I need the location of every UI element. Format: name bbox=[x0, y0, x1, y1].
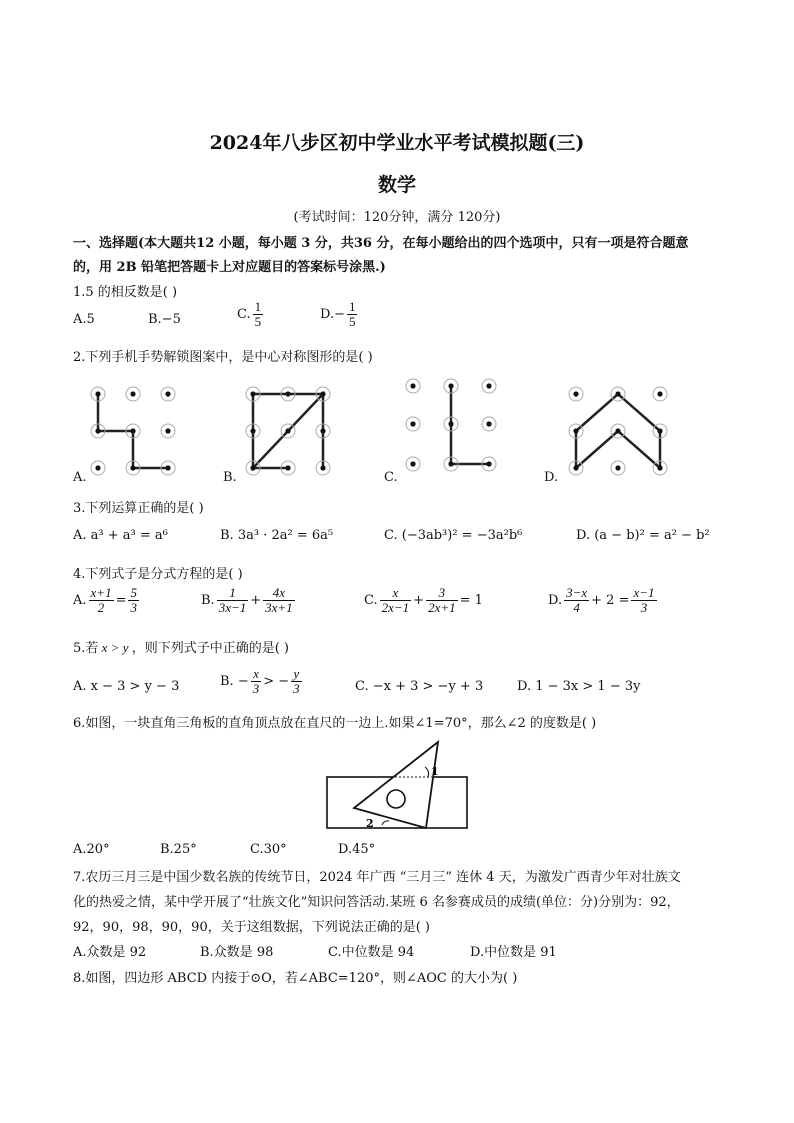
q1-option-d bbox=[320, 300, 359, 329]
fraction-denominator: 3 bbox=[130, 600, 137, 615]
page-title: 2024年八步区初中学业水平考试模拟题(三) bbox=[209, 132, 585, 154]
stem-math: x > y bbox=[98, 640, 132, 655]
section-instructions-line2: 的，用 2B 铅笔把答题卡上对应题目的答案标号涂黑.) bbox=[73, 260, 386, 275]
fraction bbox=[426, 586, 458, 615]
q3-option-a: A. a³ + a³ = a⁶ bbox=[73, 528, 168, 543]
q1-option-d-prefix: D.− bbox=[320, 307, 345, 322]
fraction-numerator: 1 bbox=[348, 299, 356, 314]
q5-option-b bbox=[220, 667, 304, 696]
ruler-triangle-figure bbox=[322, 738, 482, 834]
q7-option-d: D.中位数是 91 bbox=[470, 945, 557, 960]
fraction-denominator: 3 bbox=[293, 681, 300, 696]
fraction bbox=[631, 586, 656, 615]
q1-option-c-fraction bbox=[253, 300, 264, 329]
q1-option-b: B.−5 bbox=[148, 312, 181, 327]
option-prefix: B. − bbox=[220, 674, 249, 689]
fraction bbox=[564, 586, 589, 615]
fraction-denominator: 2x+1 bbox=[428, 600, 456, 615]
question-8-stem: 8.如图，四边形 ABCD 内接于⊙O，若∠ABC=120°，则∠AOC 的大小为( ) bbox=[73, 971, 518, 986]
q5-option-a: A. x − 3 > y − 3 bbox=[73, 679, 180, 694]
fraction bbox=[217, 586, 249, 615]
question-7-line1: 7.农历三月三是中国少数名族的传统节日，2024 年广西 “三月三” 连休 4 天，为激发广西青少年对壮族文 bbox=[73, 870, 681, 885]
stem-text: 5.若 bbox=[73, 641, 99, 656]
operator: + 2 = bbox=[591, 593, 630, 608]
operator: + bbox=[250, 593, 262, 608]
fraction-numerator: y bbox=[291, 667, 302, 682]
operator: > − bbox=[263, 674, 290, 689]
fraction-denominator: 5 bbox=[254, 314, 262, 329]
question-7-line3: 92，90，98，90，90，关于这组数据，下列说法正确的是( ) bbox=[73, 920, 430, 935]
fraction bbox=[291, 667, 302, 696]
q5-option-c: C. −x + 3 > −y + 3 bbox=[355, 679, 484, 694]
angle-label-2: 2 bbox=[366, 817, 374, 830]
q1-option-d-fraction bbox=[347, 300, 358, 329]
q4-option-a bbox=[73, 586, 141, 615]
question-2-stem: 2.下列手机手势解锁图案中，是中心对称图形的是( ) bbox=[73, 350, 373, 365]
option-prefix: A. bbox=[73, 593, 87, 608]
fraction-numerator: 4x bbox=[263, 586, 295, 601]
option-prefix: C. bbox=[364, 593, 378, 608]
exam-info: (考试时间：120分钟，满分 120分) bbox=[293, 210, 501, 225]
subject-heading: 数学 bbox=[377, 174, 416, 196]
q1-option-c bbox=[237, 300, 265, 329]
fraction-denominator: 3 bbox=[252, 681, 260, 696]
fraction bbox=[380, 586, 412, 615]
pattern-b bbox=[246, 387, 330, 475]
fraction-denominator: 3 bbox=[640, 600, 648, 615]
option-prefix: B. bbox=[201, 593, 215, 608]
fraction bbox=[128, 586, 139, 615]
question-4-stem: 4.下列式子是分式方程的是( ) bbox=[73, 567, 243, 582]
question-5-stem bbox=[73, 637, 289, 656]
q1-option-c-prefix: C. bbox=[237, 307, 251, 322]
set-square bbox=[354, 742, 438, 828]
q3-option-b: B. 3a³ · 2a² = 6a⁵ bbox=[220, 528, 334, 543]
q6-option-b: B.25° bbox=[160, 842, 197, 857]
equation-tail: = 1 bbox=[459, 593, 483, 608]
pattern-a bbox=[91, 387, 175, 475]
q2-option-a-label: A. bbox=[73, 470, 87, 485]
fraction bbox=[263, 586, 295, 615]
fraction-numerator: x bbox=[251, 667, 262, 682]
fraction-denominator: 4 bbox=[573, 600, 580, 615]
operator: = bbox=[115, 593, 127, 608]
fraction-denominator: 2x−1 bbox=[381, 600, 410, 615]
q2-option-b-label: B. bbox=[223, 470, 237, 485]
fraction-denominator: 2 bbox=[97, 600, 105, 615]
fraction-denominator: 3x+1 bbox=[265, 600, 293, 615]
q7-option-c: C.中位数是 94 bbox=[328, 945, 415, 960]
section-instructions-line1: 一、选择题(本大题共12 小题，每小题 3 分，共36 分，在每小题给出的四个选项中，只有一项是符合题意 bbox=[73, 236, 689, 251]
q2-option-d-label: D. bbox=[544, 470, 559, 485]
q3-option-d: D. (a − b)² = a² − b² bbox=[576, 528, 710, 543]
fraction-numerator: 5 bbox=[130, 585, 137, 600]
q7-option-a: A.众数是 92 bbox=[73, 945, 147, 960]
fraction-numerator: x−1 bbox=[633, 585, 655, 600]
fraction-numerator: x+1 bbox=[90, 585, 112, 600]
angle-label-1: 1 bbox=[431, 765, 439, 778]
pattern-d bbox=[569, 387, 667, 475]
fraction-denominator: 5 bbox=[348, 314, 356, 329]
fraction-numerator: 1 bbox=[217, 586, 249, 601]
q4-option-c bbox=[364, 586, 483, 615]
fraction-numerator: 3−x bbox=[566, 585, 588, 600]
fraction-numerator: 3 bbox=[426, 586, 458, 601]
q7-option-b: B.众数是 98 bbox=[200, 945, 274, 960]
q4-option-b bbox=[201, 586, 297, 615]
q4-option-d bbox=[548, 586, 659, 615]
fraction-numerator: x bbox=[380, 586, 412, 601]
question-3-stem: 3.下列运算正确的是( ) bbox=[73, 501, 204, 516]
operator: + bbox=[413, 593, 425, 608]
pattern-c bbox=[406, 379, 496, 471]
q6-option-d: D.45° bbox=[338, 842, 376, 857]
question-7-line2: 化的热爱之情，某中学开展了“壮族文化”知识问答活动.某班 6 名参赛成员的成绩(单位：分)分别为：92， bbox=[73, 895, 680, 910]
fraction-denominator: 3x−1 bbox=[218, 600, 247, 615]
q3-option-c: C. (−3ab³)² = −3a²b⁶ bbox=[384, 528, 523, 543]
stem-text: ，则下列式子中正确的是( ) bbox=[131, 641, 289, 656]
q6-option-c: C.30° bbox=[250, 842, 287, 857]
q1-option-a: A.5 bbox=[73, 312, 95, 327]
fraction bbox=[251, 667, 262, 696]
fraction bbox=[89, 586, 114, 615]
option-prefix: D. bbox=[548, 593, 563, 608]
unlock-patterns-figure bbox=[68, 374, 748, 489]
q5-option-d: D. 1 − 3x > 1 − 3y bbox=[517, 679, 641, 694]
q6-option-a: A.20° bbox=[73, 842, 110, 857]
question-6-stem: 6.如图，一块直角三角板的直角顶点放在直尺的一边上.如果∠1=70°，那么∠2 的度数是( ) bbox=[73, 716, 597, 731]
question-1-stem: 1.5 的相反数是( ) bbox=[73, 285, 178, 300]
q2-option-c-label: C. bbox=[384, 470, 398, 485]
fraction-numerator: 1 bbox=[254, 299, 262, 314]
